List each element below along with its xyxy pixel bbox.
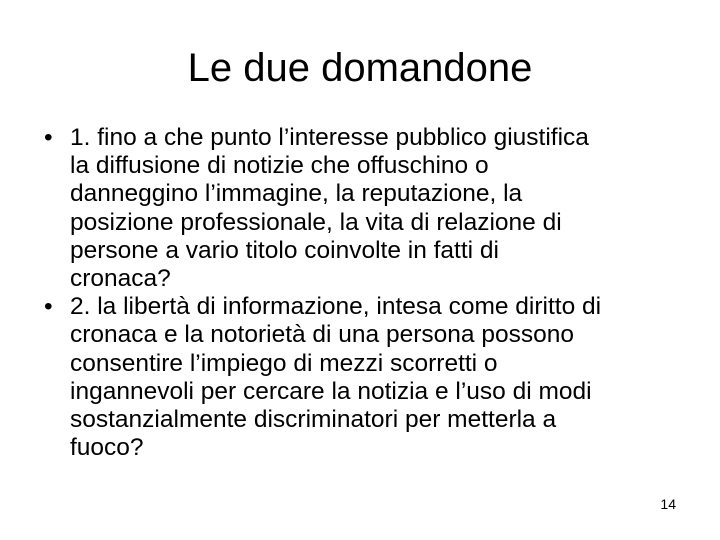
- bullet-text-line: ingannevoli per cercare la notizia e l’uso di modi: [70, 377, 592, 405]
- bullet-text-line: sostanzialmente discriminatori per metterla a: [70, 406, 557, 434]
- bullet-text-line: 2. la libertà di informazione, intesa come diritto di: [70, 293, 602, 321]
- bullet-text-line: fuoco?: [70, 434, 144, 462]
- bullet-list: [44, 124, 694, 462]
- bullet-item: [44, 124, 694, 293]
- bullet-text-line: posizione professionale, la vita di relazione di: [70, 208, 562, 236]
- bullet-text-line: la diffusione di notizie che offuschino o: [70, 152, 489, 180]
- bullet-text-line: cronaca e la notorietà di una persona possono: [70, 321, 574, 349]
- bullet-text-line: persone a vario titolo coinvolte in fatti di: [70, 236, 499, 264]
- bullet-text-line: 1. fino a che punto l’interesse pubblico giustifica: [70, 124, 589, 151]
- slide-title: Le due domandone: [187, 46, 533, 90]
- bullet-item: [44, 293, 694, 462]
- bullet-icon: •: [44, 124, 53, 151]
- bullet-text-line: cronaca?: [70, 265, 171, 293]
- bullet-icon: •: [44, 293, 53, 321]
- page-number: 14: [660, 496, 676, 512]
- bullet-text-line: consentire l’impiego di mezzi scorretti o: [70, 349, 498, 377]
- bullet-text-line: danneggino l’immagine, la reputazione, la: [70, 180, 523, 208]
